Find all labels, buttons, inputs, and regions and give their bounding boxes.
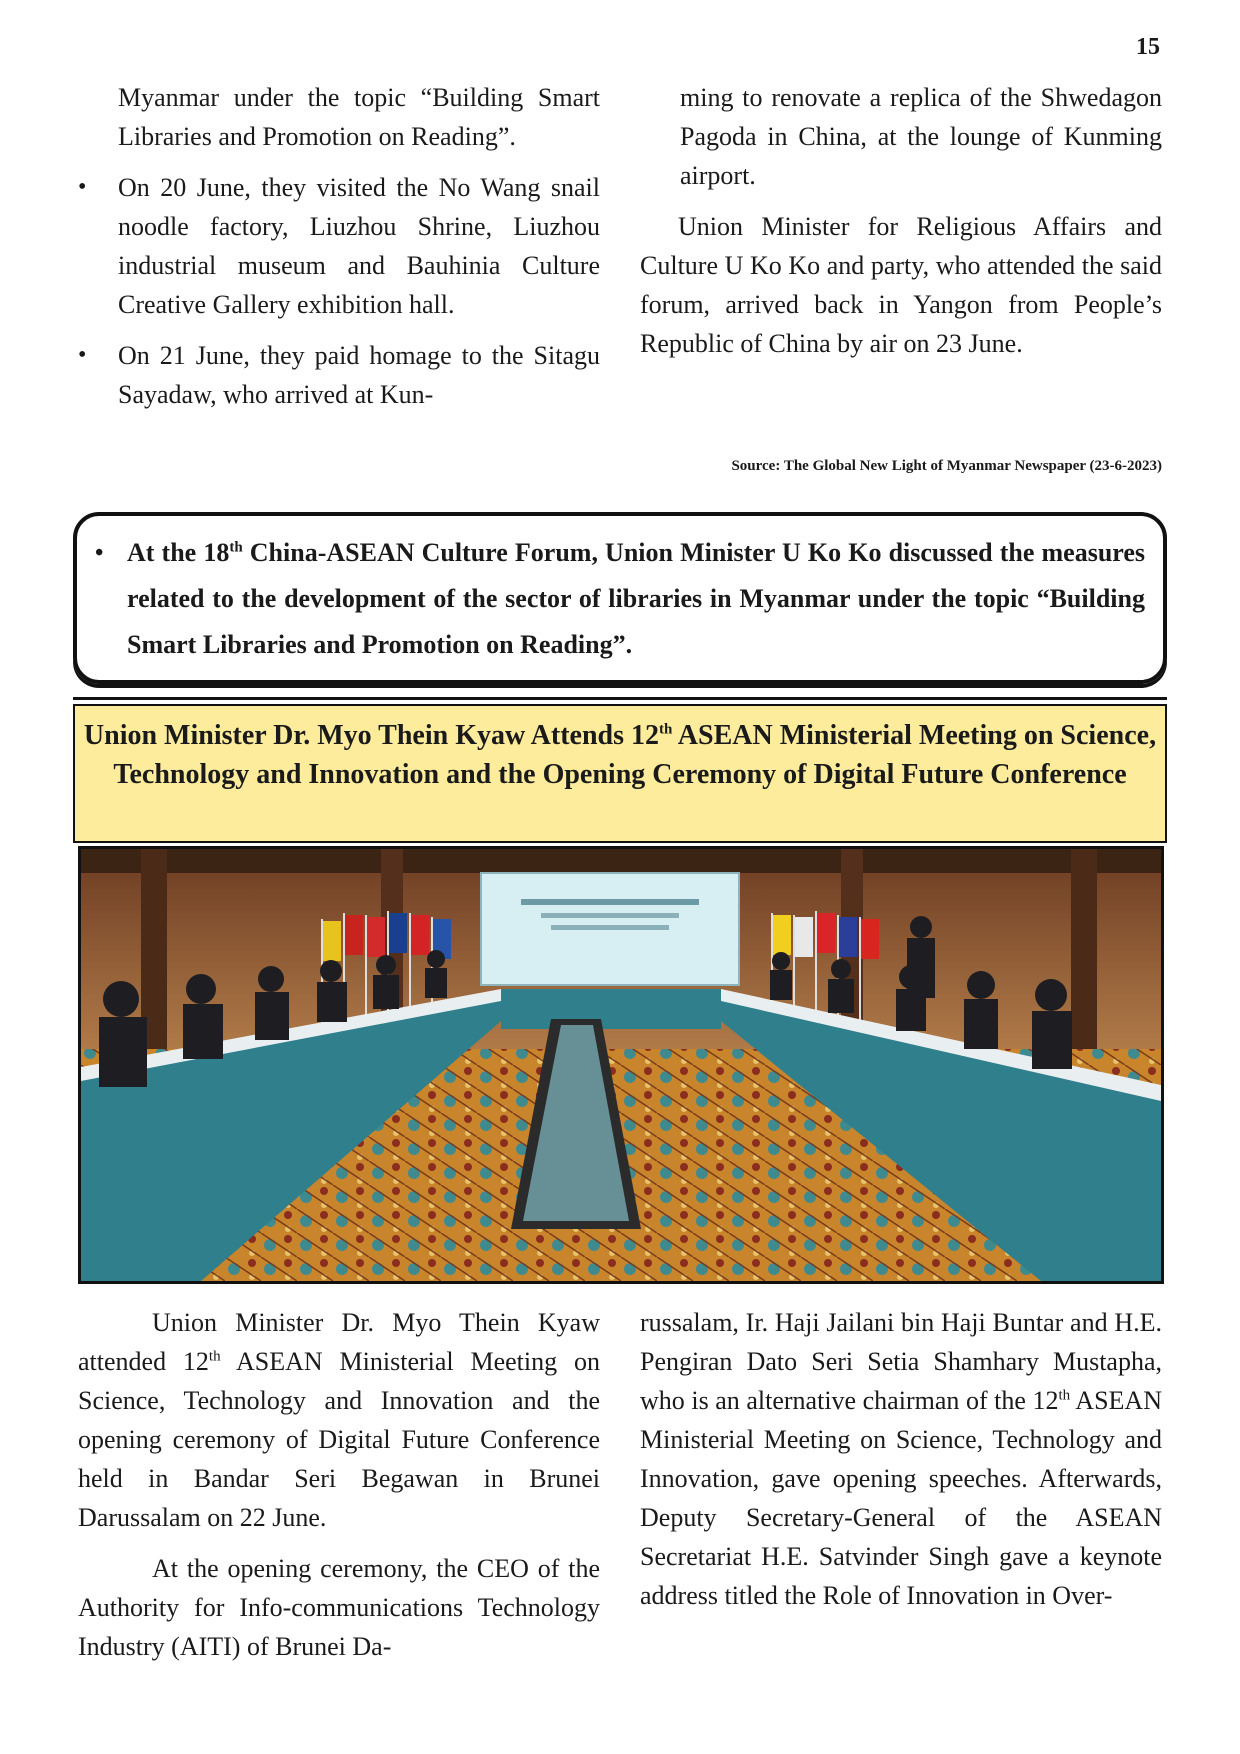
article-headline bbox=[73, 704, 1167, 843]
top-right-column bbox=[640, 78, 1162, 363]
headline-sup: th bbox=[659, 721, 673, 738]
para-text-a: Union Minister Dr. Myo Thein Kyaw attended 12 bbox=[78, 1308, 600, 1376]
ceiling bbox=[81, 849, 1161, 873]
highlight-text-a: At the 18 bbox=[127, 538, 230, 567]
screen-line bbox=[521, 899, 699, 905]
headline-wrapper bbox=[73, 697, 1167, 843]
bottom-left-column bbox=[78, 1303, 600, 1666]
lead-in-text: Myanmar under the topic “Building Smart Libraries and Promotion on Reading”. bbox=[118, 83, 600, 151]
head-table bbox=[501, 989, 721, 1029]
return-paragraph: Union Minister for Religious Affairs and Culture U Ko Ko and party, who attended the said forum, arrived back in Yangon from People’s Republic of China by air on 23 June. bbox=[640, 212, 1162, 358]
continued-text: ming to renovate a replica of the Shwedagon Pagoda in China, at the lounge of Kunming airport. bbox=[680, 83, 1162, 190]
page-number: 15 bbox=[1136, 34, 1160, 60]
bottom-right-column bbox=[640, 1303, 1162, 1615]
para-text-b: ASEAN Ministerial Meeting on Science, Technology and Innovation, gave opening speeches. Afterwards, Deputy Secretary-General of the ASEAN Secretariat H.E. Satvinder Singh gave a keynote address titled the Role of Innovation in Over- bbox=[640, 1386, 1162, 1610]
para-text-a: russalam, Ir. Haji Jailani bin Haji Buntar and H.E. Pengiran Dato Seri Setia Shamhary Mustapha, who is an alternative chairman of the 12 bbox=[640, 1308, 1162, 1415]
headline-text-a: Union Minister Dr. Myo Thein Kyaw Attends 12 bbox=[83, 720, 659, 751]
bullet-icon: • bbox=[95, 540, 104, 566]
article-paragraph-3 bbox=[640, 1303, 1162, 1615]
bullet-item: • On 21 June, they paid homage to the Sitagu Sayadaw, who arrived at Kun- bbox=[78, 336, 600, 414]
article-paragraph-1 bbox=[78, 1303, 600, 1537]
highlight-box bbox=[73, 512, 1167, 684]
screen-line bbox=[551, 925, 669, 930]
headline-text-b: ASEAN Ministerial Meeting on Science, Technology and Innovation and the Opening Ceremony of Digital Future Conference bbox=[113, 720, 1157, 790]
meeting-room-illustration bbox=[81, 849, 1161, 1281]
para-text-b: ASEAN Ministerial Meeting on Science, Technology and Innovation and the opening ceremony of Digital Future Conference held in Bandar Seri Begawan in Brunei Darussalam on 22 June. bbox=[78, 1347, 600, 1532]
highlight-sup: th bbox=[229, 539, 243, 556]
wall-pillar bbox=[1071, 849, 1097, 1049]
screen-line bbox=[541, 913, 679, 918]
article-paragraph-2: At the opening ceremony, the CEO of the Authority for Info-communications Technology Industry (AITI) of Brunei Da- bbox=[78, 1554, 600, 1661]
bullet-item: • On 20 June, they visited the No Wang snail noodle factory, Liuzhou Shrine, Liuzhou industrial museum and Bauhinia Culture Creative Gallery exhibition hall. bbox=[78, 168, 600, 324]
meeting-photo bbox=[78, 846, 1164, 1284]
para-sup: th bbox=[208, 1348, 221, 1365]
visit-bullet-list bbox=[78, 168, 600, 414]
para-sup: th bbox=[1058, 1387, 1071, 1404]
source-citation: Source: The Global New Light of Myanmar Newspaper (23-6-2023) bbox=[731, 458, 1162, 474]
highlight-text-b: China-ASEAN Culture Forum, Union Minister U Ko Ko discussed the measures related to the development of the sector of libraries in Myanmar under the topic “Building Smart Libraries and Promotion on Reading”. bbox=[127, 538, 1146, 659]
top-left-column bbox=[78, 78, 600, 414]
